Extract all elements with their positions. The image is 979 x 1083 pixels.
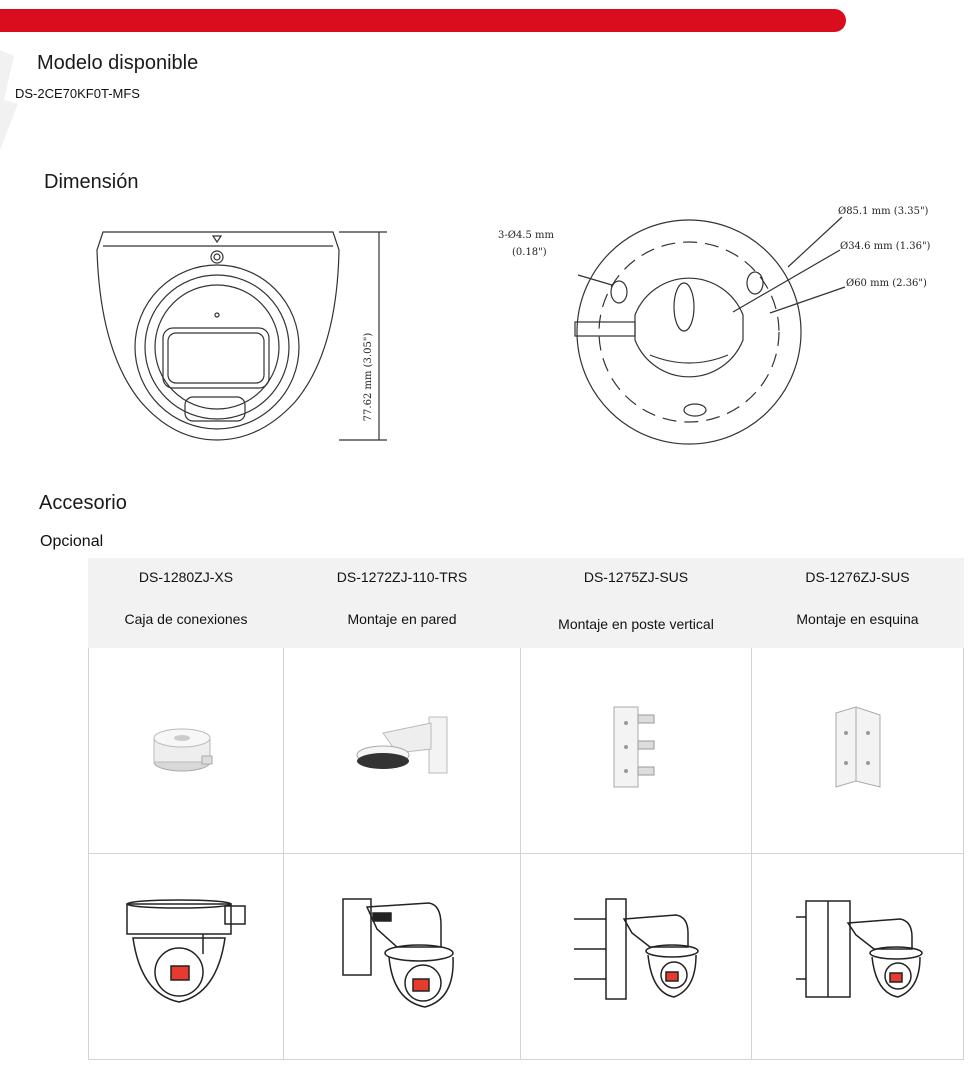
accessory-description: Montaje en poste vertical <box>558 616 714 632</box>
camera-front-view-diagram <box>95 222 395 452</box>
accessory-heading: Accesorio <box>39 492 127 514</box>
camera-base-view-diagram <box>490 195 950 455</box>
pole-mount-with-camera-icon <box>566 889 706 1019</box>
height-dimension-label: 77.62 mm (3.05") <box>363 332 374 422</box>
accessory-code: DS-1280ZJ-XS <box>138 569 234 585</box>
accessory-drawing-row <box>89 854 964 1060</box>
accessory-photo-cell <box>521 648 752 854</box>
available-model-heading: Modelo disponible <box>37 52 199 74</box>
junction-box-icon <box>146 718 226 778</box>
accessory-drawing-cell <box>284 854 521 1060</box>
corner-mount-icon <box>828 703 888 793</box>
wall-mount-icon <box>347 713 457 783</box>
accessory-photo-cell <box>752 648 964 854</box>
accessory-header-cell <box>284 559 521 648</box>
model-name: DS-2CE70KF0T-MFS <box>15 86 140 101</box>
inner-diameter-label: Ø34.6 mm (1.36") <box>840 241 931 252</box>
hole-size-label: 3-Ø4.5 mm <box>498 230 554 241</box>
accessory-drawing-cell <box>521 854 752 1060</box>
accessory-header-cell <box>89 559 284 648</box>
accessory-header-cell <box>521 559 752 648</box>
pole-mount-icon <box>606 703 666 793</box>
accessory-code: DS-1272ZJ-110-TRS <box>336 569 468 585</box>
corner-mount-with-camera-icon <box>788 889 928 1019</box>
accessory-code: DS-1276ZJ-SUS <box>805 569 910 585</box>
mid-diameter-label: Ø60 mm (2.36") <box>846 278 927 289</box>
accessory-drawing-cell <box>752 854 964 1060</box>
accessory-photo-cell <box>89 648 284 854</box>
accessory-photo-row <box>89 648 964 854</box>
accessory-header-row <box>89 559 964 648</box>
dimension-heading: Dimensión <box>44 171 139 193</box>
junction-box-with-camera-icon <box>121 894 251 1014</box>
accessory-header-cell <box>752 559 964 648</box>
accessory-drawing-cell <box>89 854 284 1060</box>
accessory-table <box>88 558 964 1060</box>
accessory-description: Caja de conexiones <box>124 611 248 627</box>
header-accent-bar <box>0 9 846 32</box>
accessory-description: Montaje en esquina <box>796 611 919 627</box>
accessory-photo-cell <box>284 648 521 854</box>
wall-mount-with-camera-icon <box>337 889 467 1019</box>
hole-size-inch-label: (0.18") <box>512 247 547 258</box>
outer-diameter-label: Ø85.1 mm (3.35") <box>838 206 929 217</box>
accessory-code: DS-1275ZJ-SUS <box>583 569 689 585</box>
accessory-description: Montaje en pared <box>347 611 457 627</box>
optional-subheading: Opcional <box>40 533 104 550</box>
